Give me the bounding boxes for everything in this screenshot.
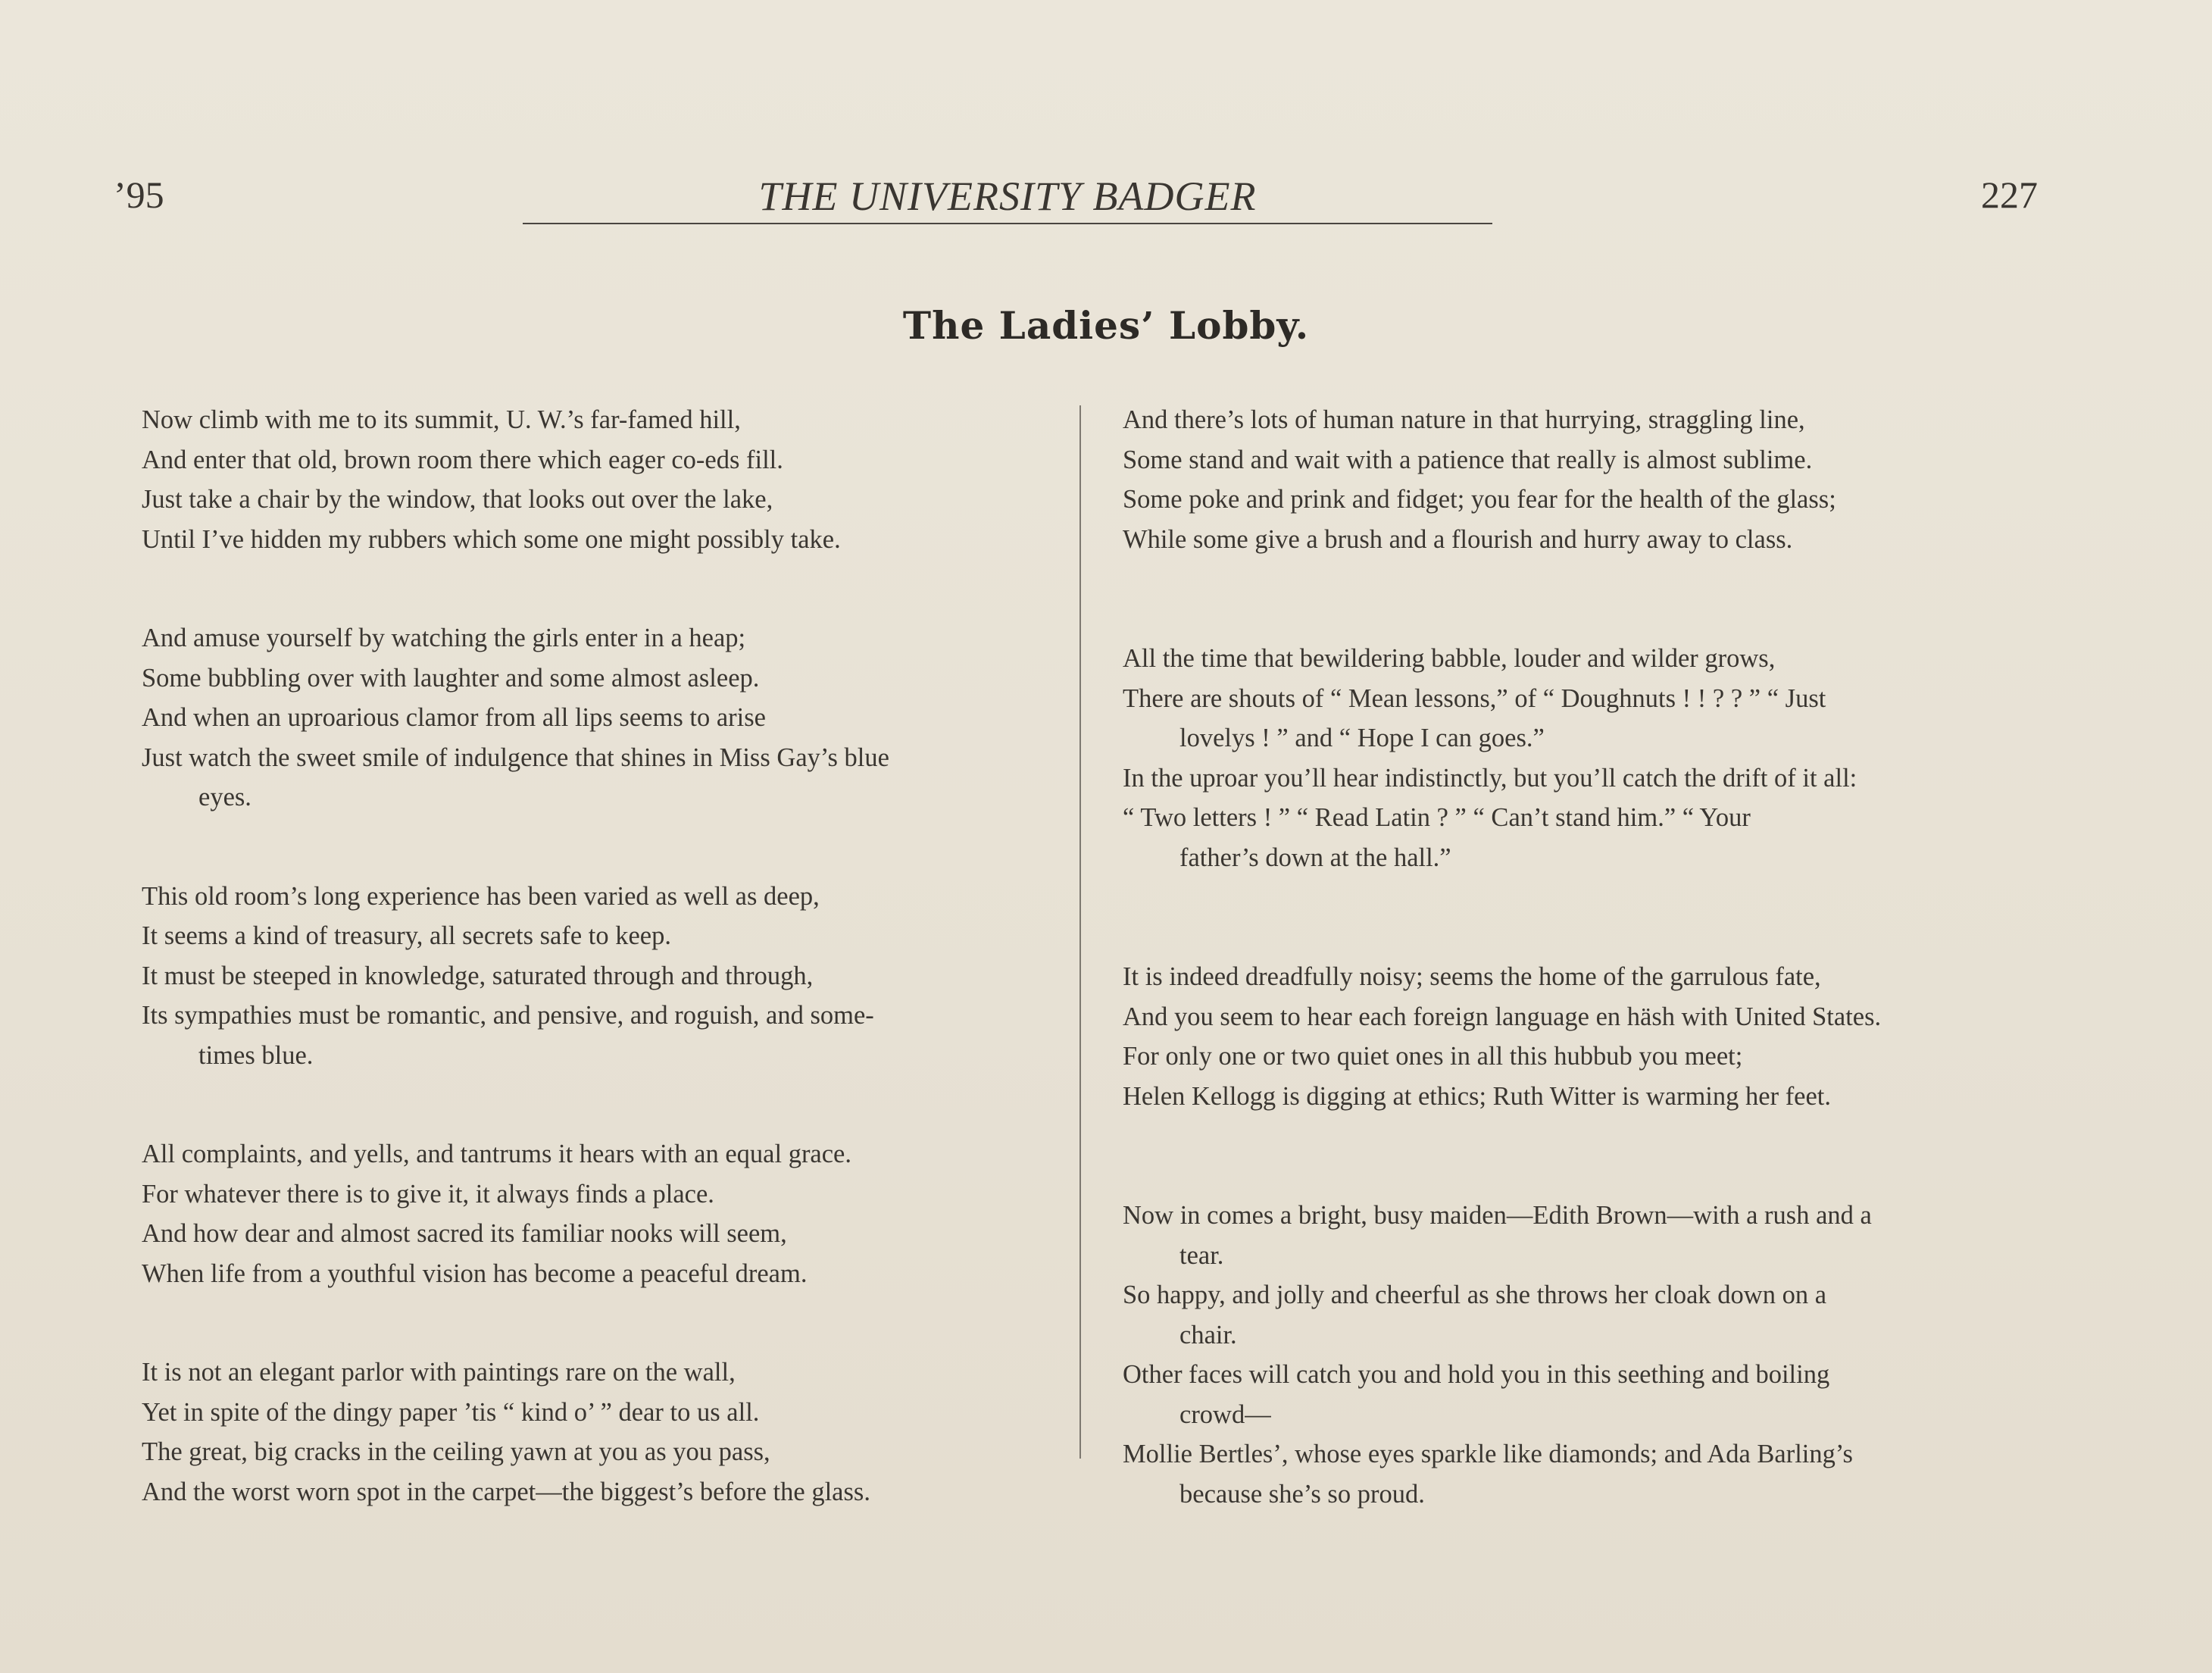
stanza	[1123, 639, 2039, 877]
column-divider	[1079, 405, 1081, 1459]
verse-line-continuation: because she’s so proud.	[1179, 1479, 1425, 1509]
journal-title: THE UNIVERSITY BADGER	[758, 174, 1257, 219]
folio-left: ’95	[114, 174, 164, 216]
page-number: 227	[1981, 174, 2038, 216]
verse-line: It seems a kind of treasury, all secrets safe to keep.	[142, 921, 671, 950]
stanza	[1123, 957, 2039, 1116]
right-column	[1123, 400, 2039, 1593]
verse-line-continuation: lovelys ! ” and “ Hope I can goes.”	[1179, 724, 1545, 752]
verse-line: Now climb with me to its summit, U. W.’s far-famed hill,	[142, 405, 741, 434]
verse-line: While some give a brush and a flourish and hurry away to class.	[1123, 524, 1793, 554]
verse-line: All the time that bewildering babble, louder and wilder grows,	[1123, 644, 1776, 673]
verse-line: And there’s lots of human nature in that hurrying, straggling line,	[1123, 405, 1805, 434]
verse-line: So happy, and jolly and cheerful as she throws her cloak down on a	[1123, 1281, 1827, 1309]
verse-line: And amuse yourself by watching the girls enter in a heap;	[142, 624, 746, 652]
verse-line: All complaints, and yells, and tantrums it hears with an equal grace.	[142, 1140, 851, 1168]
verse-line: Mollie Bertles’, whose eyes sparkle like diamonds; and Ada Barling’s	[1123, 1440, 1853, 1468]
verse-line-continuation: tear.	[1179, 1240, 1224, 1270]
verse-line: Until I’ve hidden my rubbers which some one might possibly take.	[142, 524, 841, 554]
stanza	[142, 1134, 1066, 1293]
verse-line: Other faces will catch you and hold you in this seething and boiling	[1123, 1360, 1830, 1389]
verse-line: In the uproar you’ll hear indistinctly, but you’ll catch the drift of it all:	[1123, 763, 1857, 793]
stanza	[142, 400, 1066, 559]
running-head	[114, 173, 2038, 233]
left-column	[142, 400, 1066, 1571]
stanza	[142, 618, 1066, 818]
verse-line: “ Two letters ! ” “ Read Latin ? ” “ Can’t stand him.” “ Your	[1123, 803, 1751, 832]
verse-line-continuation: crowd—	[1179, 1399, 1271, 1429]
verse-line-continuation: chair.	[1179, 1320, 1237, 1349]
stanza	[142, 1352, 1066, 1512]
verse-line-continuation: times blue.	[198, 1040, 314, 1070]
verse-line: For whatever there is to give it, it always finds a place.	[142, 1179, 714, 1209]
verse-line: This old room’s long experience has been varied as well as deep,	[142, 881, 820, 911]
verse-line: For only one or two quiet ones in all this hubbub you meet;	[1123, 1042, 1743, 1071]
verse-line: And how dear and almost sacred its familiar nooks will seem,	[142, 1219, 787, 1248]
verse-line: Its sympathies must be romantic, and pensive, and roguish, and some-	[142, 1001, 874, 1030]
verse-line: Just watch the sweet smile of indulgence that shines in Miss Gay’s blue	[142, 743, 889, 772]
verse-line: Yet in spite of the dingy paper ’tis “ kind o’ ” dear to us all.	[142, 1397, 760, 1427]
verse-line: Now in comes a bright, busy maiden—Edith Brown—with a rush and a	[1123, 1201, 1872, 1230]
stanza	[142, 877, 1066, 1076]
verse-line: And when an uproarious clamor from all lips seems to arise	[142, 703, 766, 732]
verse-line: And you seem to hear each foreign language en häsh with United States.	[1123, 1002, 1882, 1031]
verse-line: Some stand and wait with a patience that really is almost sublime.	[1123, 445, 1813, 474]
header-rule	[523, 223, 1492, 224]
verse-line: It must be steeped in knowledge, saturated through and through,	[142, 961, 814, 990]
verse-line: It is not an elegant parlor with paintings rare on the wall,	[142, 1358, 736, 1387]
stanza	[1123, 1196, 2039, 1514]
verse-line: Helen Kellogg is digging at ethics; Ruth Witter is warming her feet.	[1123, 1081, 1832, 1111]
verse-line: Some poke and prink and fidget; you fear for the health of the glass;	[1123, 485, 1836, 514]
verse-line: And enter that old, brown room there which eager co-eds fill.	[142, 445, 783, 474]
verse-line-continuation: father’s down at the hall.”	[1179, 843, 1451, 872]
verse-line: The great, big cracks in the ceiling yawn at you as you pass,	[142, 1437, 770, 1466]
verse-line: It is indeed dreadfully noisy; seems the home of the garrulous fate,	[1123, 962, 1821, 991]
verse-line: Just take a chair by the window, that looks out over the lake,	[142, 485, 773, 514]
verse-line: When life from a youthful vision has become a peaceful dream.	[142, 1259, 808, 1288]
verse-line-continuation: eyes.	[198, 783, 252, 811]
stanza	[1123, 400, 2039, 559]
verse-line: Some bubbling over with laughter and some almost asleep.	[142, 663, 760, 693]
poem-title: The Ladies’ Lobby.	[902, 303, 1310, 348]
verse-line: And the worst worn spot in the carpet—the biggest’s before the glass.	[142, 1477, 870, 1506]
verse-line: There are shouts of “ Mean lessons,” of “ Doughnuts ! ! ? ? ” “ Just	[1123, 683, 1826, 713]
